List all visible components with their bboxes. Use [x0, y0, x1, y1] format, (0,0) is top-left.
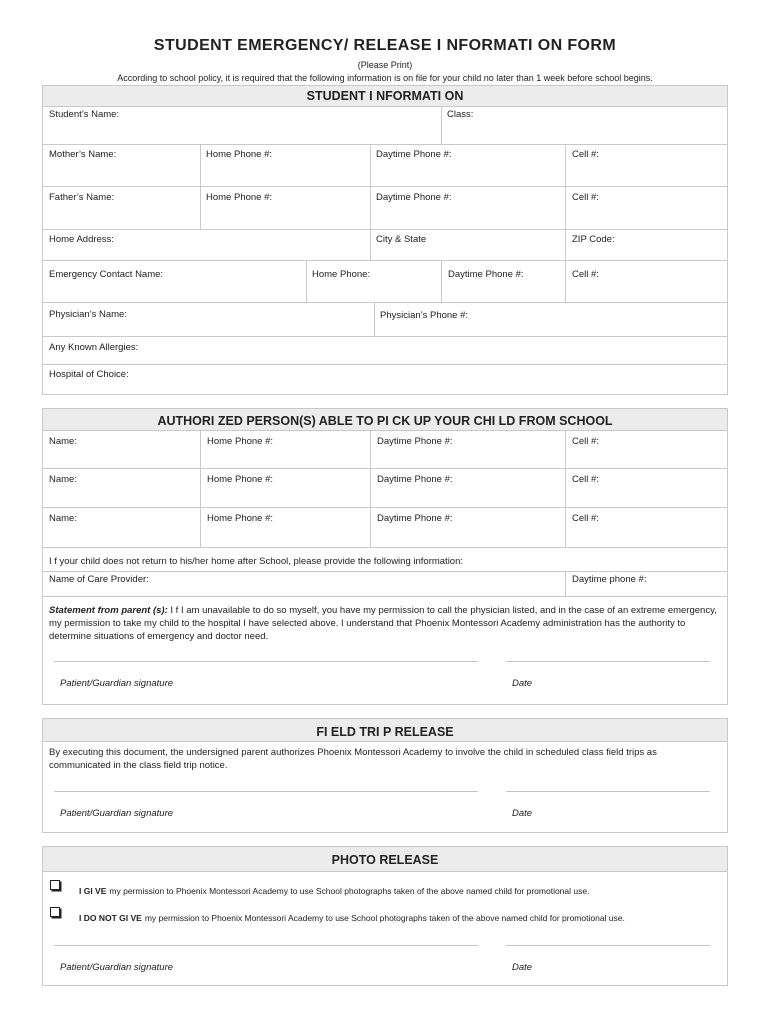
date-line[interactable]	[506, 661, 710, 662]
give-permission-bold: I GI VE	[79, 886, 107, 896]
allergies-field[interactable]: Any Known Allergies:	[49, 342, 139, 353]
photo-signature-label: Patient/Guardian signature	[60, 962, 174, 973]
authorized-home-phone-field-1[interactable]: Home Phone #:	[207, 436, 274, 447]
mothers-name-field[interactable]: Mother’s Name:	[49, 149, 117, 160]
section-heading-student-information: STUDENT I NFORMATI ON	[43, 86, 727, 106]
city-state-field[interactable]: City & State	[376, 234, 427, 245]
parent-statement	[49, 604, 719, 643]
section-heading-photo-release: PHOTO RELEASE	[43, 847, 727, 871]
physicians-phone-field[interactable]: Physician’s Phone #:	[380, 310, 469, 321]
zip-code-field[interactable]: ZIP Code:	[572, 234, 615, 245]
authorized-cell-field-3[interactable]: Cell #:	[572, 513, 599, 524]
section-heading-field-trip: FI ELD TRI P RELEASE	[43, 719, 727, 741]
students-name-field[interactable]: Student’s Name:	[49, 109, 120, 120]
give-permission-option	[79, 886, 589, 896]
not-give-permission-bold: I DO NOT GI VE	[79, 913, 142, 923]
hospital-field[interactable]: Hospital of Choice:	[49, 369, 129, 380]
fathers-name-field[interactable]: Father’s Name:	[49, 192, 115, 203]
authorized-cell-field-2[interactable]: Cell #:	[572, 474, 599, 485]
class-field[interactable]: Class:	[447, 109, 474, 120]
authorized-daytime-phone-field-3[interactable]: Daytime Phone #:	[377, 513, 453, 524]
authorized-daytime-phone-field-1[interactable]: Daytime Phone #:	[377, 436, 453, 447]
photo-date-line[interactable]	[506, 945, 710, 946]
give-permission-text: my permission to Phoenix Montessori Academy to use School photographs taken of the above named child for promotional use.	[109, 886, 590, 896]
statement-title: Statement from parent (s):	[49, 605, 168, 616]
emergency-cell-field[interactable]: Cell #:	[572, 269, 599, 280]
home-address-field[interactable]: Home Address:	[49, 234, 114, 245]
authorized-home-phone-field-3[interactable]: Home Phone #:	[207, 513, 274, 524]
field-trip-date-label: Date	[512, 808, 533, 819]
statement-text: I f I am unavailable to do so myself, you have my permission to call the physician listed, and in the case of an extreme emergency, my permission to take my child to the hospital I have selected above. I understand that Phoenix Montessori Academy administration has the authority to determine situations of emergency and doctor need.	[49, 605, 717, 642]
care-daytime-phone-field[interactable]: Daytime phone #:	[572, 574, 647, 585]
give-permission-checkbox[interactable]	[50, 880, 60, 890]
signature-label: Patient/Guardian signature	[60, 678, 174, 689]
field-trip-signature-label: Patient/Guardian signature	[60, 808, 174, 819]
authorized-home-phone-field-2[interactable]: Home Phone #:	[207, 474, 274, 485]
not-give-permission-option	[79, 913, 625, 923]
page-subtitle: (Please Print)	[357, 60, 413, 70]
section-heading-authorized-persons: AUTHORI ZED PERSON(S) ABLE TO PI CK UP YOUR CHI LD FROM SCHOOL	[43, 409, 727, 430]
authorized-name-field-3[interactable]: Name:	[49, 513, 77, 524]
authorized-name-field-2[interactable]: Name:	[49, 474, 77, 485]
mother-daytime-phone-field[interactable]: Daytime Phone #:	[376, 149, 452, 160]
emergency-home-phone-field[interactable]: Home Phone:	[312, 269, 371, 280]
field-trip-date-line[interactable]	[506, 791, 710, 792]
emergency-contact-field[interactable]: Emergency Contact Name:	[49, 269, 164, 280]
signature-line[interactable]	[54, 661, 478, 662]
father-daytime-phone-field[interactable]: Daytime Phone #:	[376, 192, 452, 203]
emergency-daytime-phone-field[interactable]: Daytime Phone #:	[448, 269, 524, 280]
field-trip-signature-line[interactable]	[54, 791, 478, 792]
not-give-permission-checkbox[interactable]	[50, 907, 60, 917]
father-cell-field[interactable]: Cell #:	[572, 192, 599, 203]
authorized-cell-field-1[interactable]: Cell #:	[572, 436, 599, 447]
father-home-phone-field[interactable]: Home Phone #:	[206, 192, 273, 203]
not-give-permission-text: my permission to Phoenix Montessori Academy to use School photographs taken of the above named child for promotional use.	[144, 913, 625, 923]
photo-signature-line[interactable]	[54, 945, 478, 946]
care-provider-field[interactable]: Name of Care Provider:	[49, 574, 149, 585]
intro-text: According to school policy, it is required that the following information is on file for your child no later than 1 week before school begins.	[117, 73, 653, 83]
mother-cell-field[interactable]: Cell #:	[572, 149, 599, 160]
date-label: Date	[512, 678, 533, 689]
authorized-daytime-phone-field-2[interactable]: Daytime Phone #:	[377, 474, 453, 485]
page-title: STUDENT EMERGENCY/ RELEASE I NFORMATI ON FORM	[153, 37, 617, 54]
photo-date-label: Date	[512, 962, 533, 973]
field-trip-text: By executing this document, the undersigned parent authorizes Phoenix Montessori Academy to involve the child in scheduled class field trips as communicated in the class field trip notice.	[49, 747, 657, 771]
physicians-name-field[interactable]: Physician’s Name:	[49, 309, 127, 320]
care-provider-note: I f your child does not return to his/her home after School, please provide the following information:	[49, 556, 464, 567]
mother-home-phone-field[interactable]: Home Phone #:	[206, 149, 273, 160]
authorized-name-field-1[interactable]: Name:	[49, 436, 77, 447]
